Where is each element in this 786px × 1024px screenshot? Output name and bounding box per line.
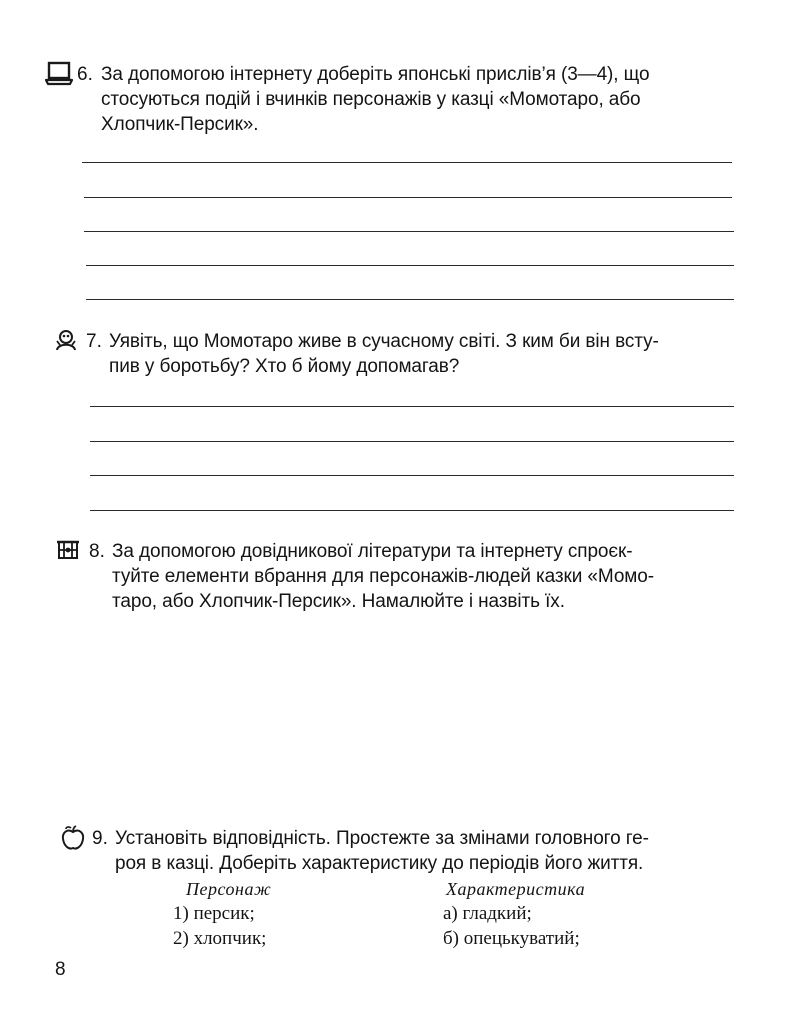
answer-line[interactable] (90, 475, 734, 476)
answer-line[interactable] (90, 510, 734, 511)
laptop-icon (44, 60, 74, 91)
answer-line[interactable] (90, 406, 734, 407)
answer-line[interactable] (84, 197, 732, 198)
matching-right-header: Характеристика (446, 879, 586, 899)
matching-right-item: б) опецькуватий; (443, 928, 580, 949)
task-text-line: роя в казці. Доберіть характеристику до періодів його життя. (115, 853, 644, 874)
answer-line[interactable] (90, 441, 734, 442)
apple-icon (61, 825, 85, 856)
answer-line[interactable] (86, 299, 734, 300)
task-text-line: таро, або Хлопчик-Персик». Намалюйте і назвіть їх. (112, 591, 565, 612)
task-text-line: туйте елементи вбрання для персонажів-людей казки «Момо- (112, 566, 654, 587)
answer-line[interactable] (84, 231, 734, 232)
thinking-person-icon (54, 328, 78, 357)
task-text-line: Уявіть, що Момотаро живе в сучасному світі. З ким би він всту- (109, 331, 659, 352)
task-text-line: Установіть відповідність. Простежте за змінами головного ге- (115, 828, 649, 849)
answer-line[interactable] (86, 265, 734, 266)
matching-left-item: 1) персик; (173, 903, 255, 924)
task-text-line: За допомогою довідникової літератури та інтернету спроєк- (112, 541, 633, 562)
answer-line[interactable] (82, 162, 732, 163)
task-text-line: стосуються подій і вчинків персонажів у казці «Момотаро, або (101, 89, 641, 110)
drawing-area[interactable] (100, 620, 740, 810)
matching-left-item: 2) хлопчик; (173, 928, 267, 949)
matching-right-item: а) гладкий; (443, 903, 532, 924)
task-text-line: За допомогою інтернету доберіть японські прислів’я (3—4), що (101, 64, 650, 85)
task-number: 6. (77, 64, 93, 85)
task-text-line: Хлопчик-Персик». (101, 114, 259, 135)
task-number: 7. (86, 331, 102, 352)
task-text-line: пив у боротьбу? Хто б йому допомагав? (109, 356, 460, 377)
task-number: 8. (89, 541, 105, 562)
matching-left-header: Персонаж (186, 879, 272, 899)
page-number: 8 (55, 959, 66, 980)
research-project-icon (56, 538, 80, 567)
task-number: 9. (92, 828, 108, 849)
